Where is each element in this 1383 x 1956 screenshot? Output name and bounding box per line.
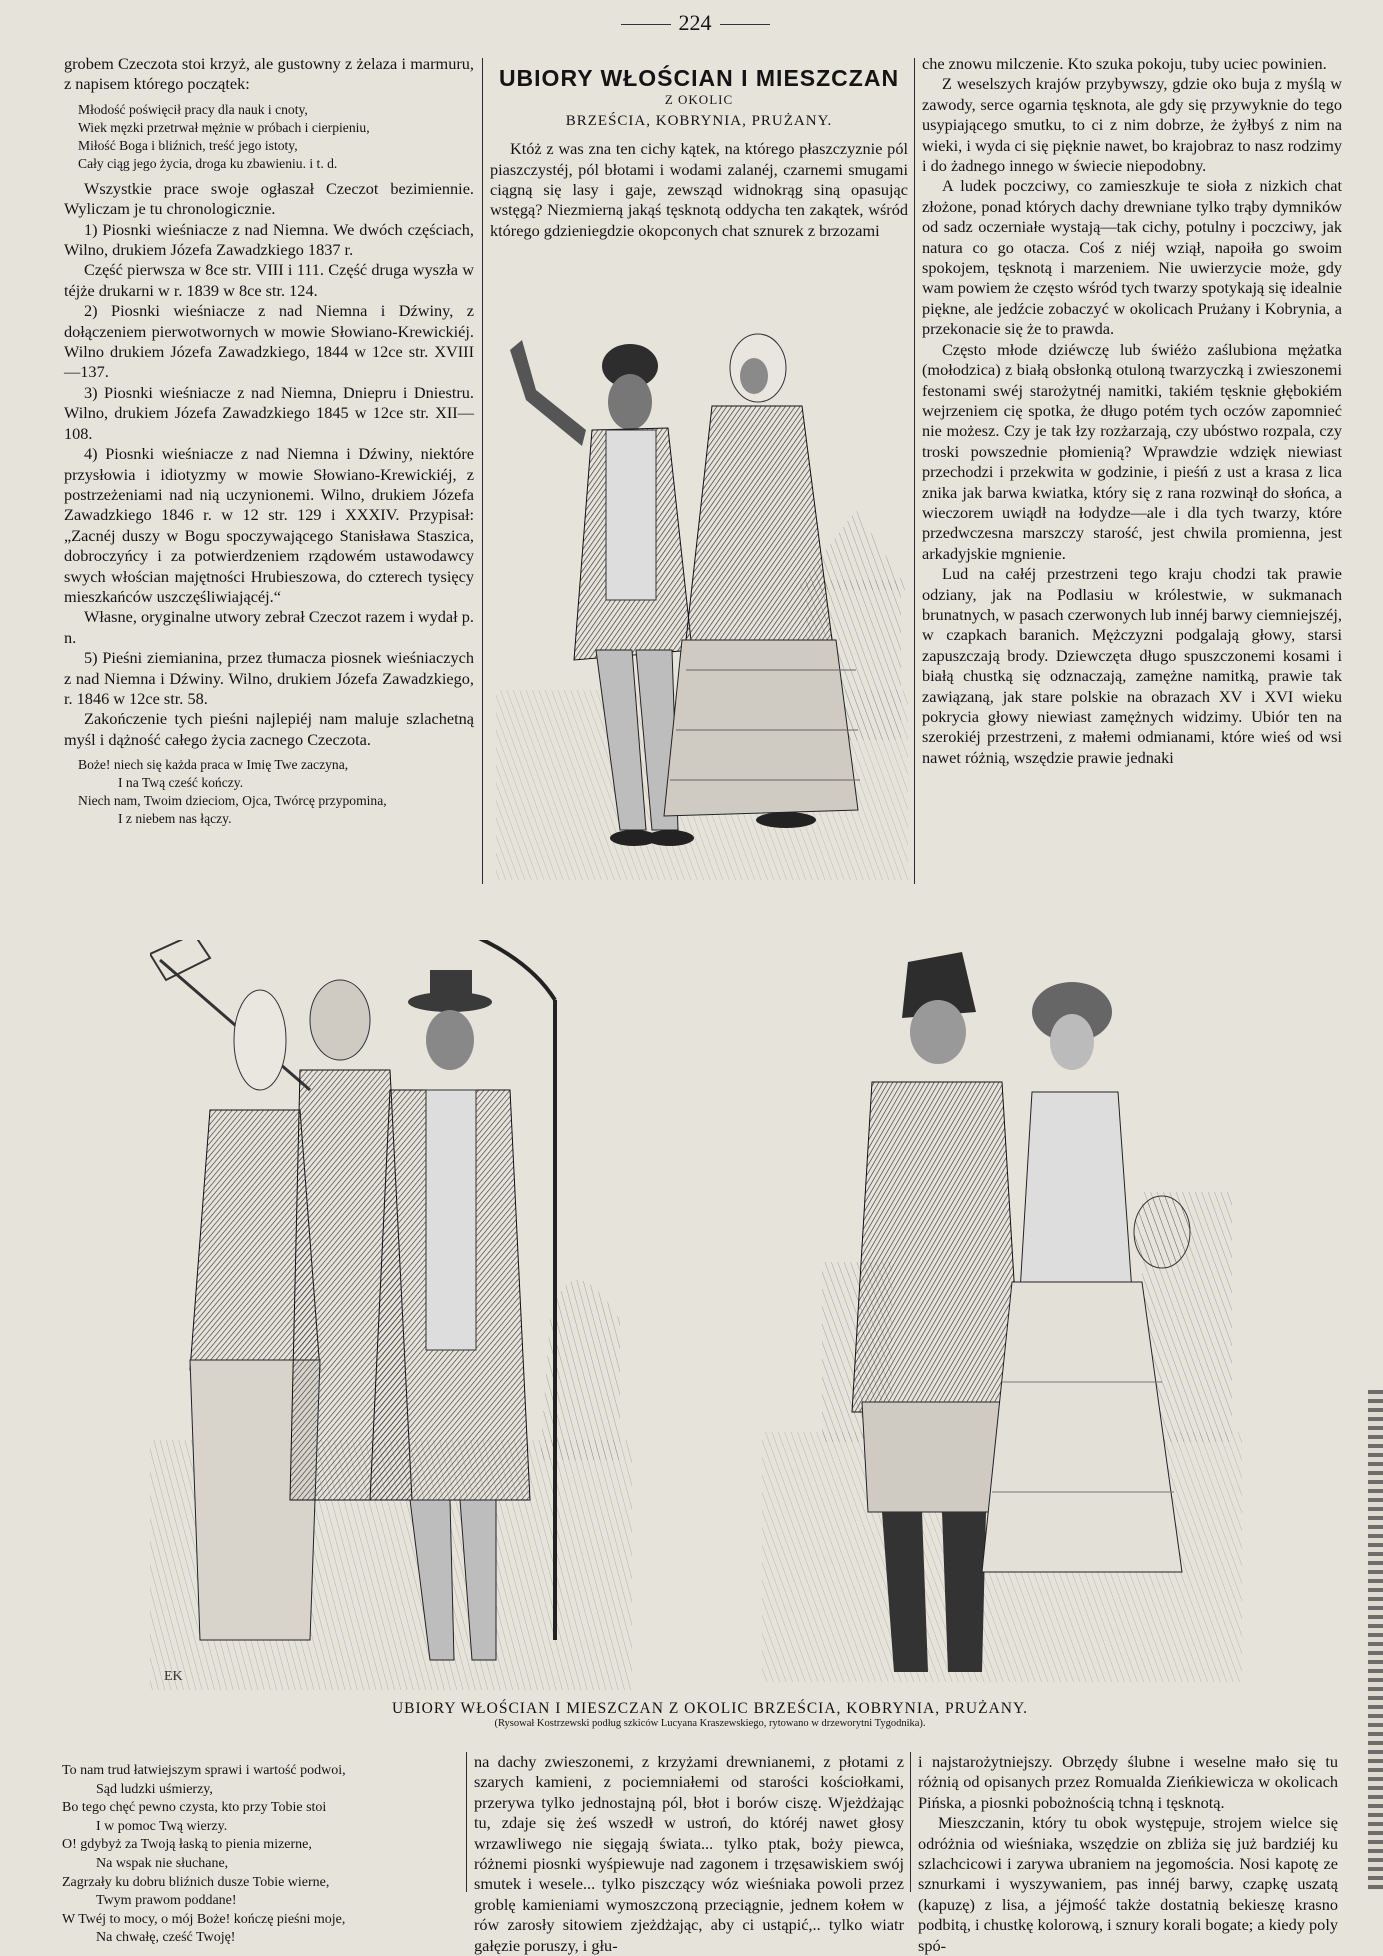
poem-line: Twym prawom poddane! [96,1893,237,1909]
paragraph: i najstarożytniejszy. Obrzędy ślubne i weselne mało się tu różnią od opisanych przez Romualda Zieńkiewicza w okolicach Pińska, a piosnki pobożnością tchną i tęsknotą. [918,1752,1338,1812]
bottom-middle-column [474,1752,904,1956]
column-rule-bottom-right [910,1752,911,1892]
column-rule-right [914,58,915,884]
engraver-signature: EK [164,1669,183,1684]
right-column [922,54,1342,768]
poem-line: Zagrzały ku dobru bliźnich dusze Tobie wierne, [62,1874,330,1890]
illustration-peasant-couple [496,310,908,880]
poem-line: I w pomoc Twą wierzy. [96,1818,228,1834]
middle-column [490,64,908,241]
poem-line: Na wspak nie słuchane, [96,1855,229,1871]
illustration-peasant-group [150,940,632,1700]
paragraph: Często młode dziéwczę lub świéżo zaślubiona mężatka (mołodzica) z białą obsłonką otuloną twarzyczką i zwieszonemi festonami swéj starożytnéj namitki, takiém tęsknie głębokiém wejrzeniem cię spotka, że długo potém tych oczów zapomnieć nie możesz. Czy je tak łzy rozżarzają, czy ubóstwo rozpala, czy troski powszednie płomienią? Wprawdzie wdzięk niewiast przechodzi i przekwita w godzinie, i pieśń z ust a krasa z lica znika jak barwa kwiatka, który się z rana rozwinął do słońca, a wieczorem uwiądł na łodydze—ale i dla tych twarzy, które przedwczesna marszczy starość, jest chwila promienna, jest arkadyjskie mgnienie. [922,339,1342,563]
paragraph: Zakończenie tych pieśni najlepiéj nam maluje szlachetną myśl i dążność całego życia zacnego Czeczota. [64,709,474,749]
paragraph: 2) Piosnki wieśniacze z nad Niemna i Dźwiny, z dołączeniem pierwotwornych w mowie Słowiano-Krewickiéj. Wilno drukiem Józefa Zawadzkiego, 1844 w 12ce str. XVIII—137. [64,301,474,382]
paragraph: 3) Piosnki wieśniacze z nad Niemna, Dniepru i Dniestru. Wilno, drukiem Józefa Zawadzkiego 1845 w 12ce str. XII—108. [64,382,474,443]
epitaph-line: Cały ciąg jego życia, droga ku zbawieniu. i t. d. [78,155,338,171]
poem-line: To nam trud łatwiejszym sprawi i wartość podwoi, [62,1763,346,1778]
prayer-line: I z niebem nas łączy. [118,811,232,827]
prayer-line: Niech nam, Twoim dzieciom, Ojca, Twórcę przypomina, [78,793,387,809]
prayer-line: Boże! niech się każda praca w Imię Twe zaczyna, [78,757,349,773]
rule-right [720,24,770,25]
binding-edge [1368,1390,1383,1890]
epitaph [78,101,474,173]
engraving-couple [496,310,908,880]
paragraph: 5) Pieśni ziemianina, przez tłumacza piosnek wieśniaczych z nad Niemna i Dźwiny. Wilno, drukiem Józefa Zawadzkiego, r. 1846 w 12ce str. 58. [64,648,474,708]
article-intro: Któż z was zna ten cichy kątek, na którego płaszczyznie pól piaszczystéj, pól błotami i wodami zalanéj, czarnemi smugami ciągną się lasy i gaje, zewsząd widnokrąg siną opasując wstęgą? Niezmierną jakąś tęsknotą oddycha ten zakątek, wśród którego gdzieniegdzie okopconych chat sznurek z brzozami [490,139,908,240]
paragraph: Z weselszych krajów przybywszy, gdzie oko buja z myślą w zawody, serce ogarnia tęsknota, ale gdy się przywyknie do tego usypiającego smutku, to ci z nim dobrze, że żyłbyś z nim na wieki, i wyda ci się pięknie nawet, bo krajobraz to nasz rodzimy i do żadnego innego w świecie niepodobny. [922,74,1342,176]
page-number [610,10,780,36]
paragraph: 1) Piosnki wieśniacze z nad Niemna. We dwóch częściach, Wilno, drukiem Józefa Zawadzkiego 1837 r. [64,219,474,260]
paragraph: che znowu milczenie. Kto szuka pokoju, tuby uciec powinien. [922,54,1327,73]
article-subtitle: Z OKOLIC [664,92,734,108]
paragraph: Lud na całéj przestrzeni tego kraju chodzi tak prawie odziany, jak na Podlasiu w królestwie, w sukmanach brunatnych, w pasach czerwonych lub innéj barwy ciemniejszéj, w czapkach baranich. Mężczyzni podgalają głowy, starsi zapuszczają brody. Dziewczęta długo spuszczonemi kosami i białą chustką się odznaczają, zamężne namitką, prawie tak zawiązaną, jak stare polskie na obrazach XV i XVI wieku pokrycia głowy niewiast zamężnych widzimy. Ubiór ten na szerokiéj przestrzeni, z małemi odmianami, które wieś od wsi nawet różnią, wszędzie prawie jednaki [922,564,1342,767]
column-rule-bottom-left [466,1752,467,1892]
paragraph: Własne, oryginalne utwory zebrał Czeczot razem i wydał p. n. [64,607,474,647]
poem-line: Bo tego chęć pewno czysta, kto przy Tobie stoi [62,1800,327,1816]
paragraph: Wszystkie prace swoje ogłaszał Czeczot bezimiennie. Wyliczam je tu chronologicznie. [64,178,474,219]
illustration-townspeople [762,932,1242,1692]
illustration-caption [360,1700,1060,1729]
paragraph: 4) Piosnki wieśniacze z nad Niemna i Dźwiny, niektóre przysłowia i idiotyzmy w mowie Słowiano-Krewickiéj, z postrzeżeniami nad nią uczynionemi. Wilno, drukiem Józefa Zawadzkiego 1846 r. w 12 str. 129 i XXXIV. Przypisał: „Zacnéj duszy w Bogu spoczywającego Stanisława Staszica, dobroczyńcy i za potwierdzeniem rządowém ustawodawcy swych włościan majętności Hrubieszowa, do czterech tysięcy mieszkańców uszczęśliwiającéj.“ [64,444,474,606]
engraving-townspeople [762,932,1242,1692]
paragraph: A ludek poczciwy, co zamieszkuje te sioła z nizkich chat złożone, ponad których dachy drewniane tylko trąby dymników od sadz oczerniałe wystają—tak cichy, potulny i poczciwy, jak natura co go otacza. Coś z niéj wziął, napoiła go swoim spokojem, tęsknotą i marzeniem. Nie uwierzycie może, gdy wam powiem że często wśród tych twarzy spotykają się idealnie piękne, ale jedźcie zobaczyć w okolicach Prużany i Kobrynia, a przekonacie się że to prawda. [922,176,1343,339]
epitaph-line: Miłość Boga i bliźnich, treść jego istoty, [78,137,298,153]
caption-title: UBIORY WŁOŚCIAN I MIESZCZAN Z OKOLIC BRZEŚCIA, KOBRYNIA, PRUŻANY. [391,1700,1029,1717]
paragraph: na dachy zwieszonemi, z krzyżami drewnianemi, z płotami z szarych kamieni, z pociemniałemi od starości kościołkami, przerywa tylko jednostajną pól, błot i borów ciszę. Wjeżdżając tu, zdaje się żeś wszedł w ustroń, do któréj nawet głosy wrzawliwego nie sięgają świata... tylko ptak, boży piewca, różnemi piosnki wyśpiewuje nad zagonem i trzęsawiskiem swój smutek i wesele... tylko piszczący wóz wieśniaka powoli przez groblę kamieniami wymoszczoną przeciągnie, jednem kołem w rów zarosły sitowiem zjeżdżając, aby ci ustąpić,.. tylko wiatr gałęzie poruszy, i głu- [474,1752,904,1955]
poem-line: W Twéj to mocy, o mój Boże! kończę pieśni moje, [62,1911,346,1927]
caption-credit: (Rysował Kostrzewski podług szkiców Lucyana Kraszewskiego, rytowano w drzeworytni Tygodnika). [494,1718,926,1729]
poem-line: O! gdybyż za Twoją łaską to pienia mizerne, [62,1837,312,1853]
article-locations: BRZEŚCIA, KOBRYNIA, PRUŻANY. [565,112,833,129]
poem-line: Sąd ludzki uśmierzy, [96,1781,213,1797]
page-number-text: 224 [678,10,712,35]
prayer [78,756,474,828]
rule-left [621,24,671,25]
article-title: UBIORY WŁOŚCIAN I MIESZCZAN [498,65,900,91]
poem-line: Na chwałę, cześć Twoję! [96,1930,236,1946]
engraving-group [150,940,632,1700]
poem [62,1762,460,1948]
column-rule-left [482,58,483,884]
left-intro: grobem Czeczota stoi krzyż, ale gustowny z żelaza i marmuru, z napisem którego początek: [64,54,474,94]
bottom-left-poem [40,1756,460,1954]
paragraph: Mieszczanin, który tu obok występuje, strojem wielce się odróżnia od wieśniaka, wszędzie on zbliża się już bardziéj ku szlachcicowi i zarywa ubraniem na jegomościa. Nosi kapotę ze sznurkami i wyszywaniem, pas innéj barwy, czapkę uszatą (kapuzę) z lisa, a jéjmość także dostatnią bekieszę krasno podbitą, i chustkę kolorową, i sznury korali bogate; a kiedy poly spó- [918,1813,1338,1955]
prayer-line: I na Twą cześć kończy. [118,775,244,791]
epitaph-line: Młodość poświęcił pracy dla nauk i cnoty, [78,101,308,117]
paragraph: Część pierwsza w 8ce str. VIII i 111. Część druga wyszła w téjże drukarni w r. 1839 w 8ce str. 124. [64,260,474,300]
left-column [64,54,474,834]
epitaph-line: Wiek męzki przetrwał mężnie w próbach i cierpieniu, [78,119,370,135]
bottom-right-column [918,1752,1338,1956]
